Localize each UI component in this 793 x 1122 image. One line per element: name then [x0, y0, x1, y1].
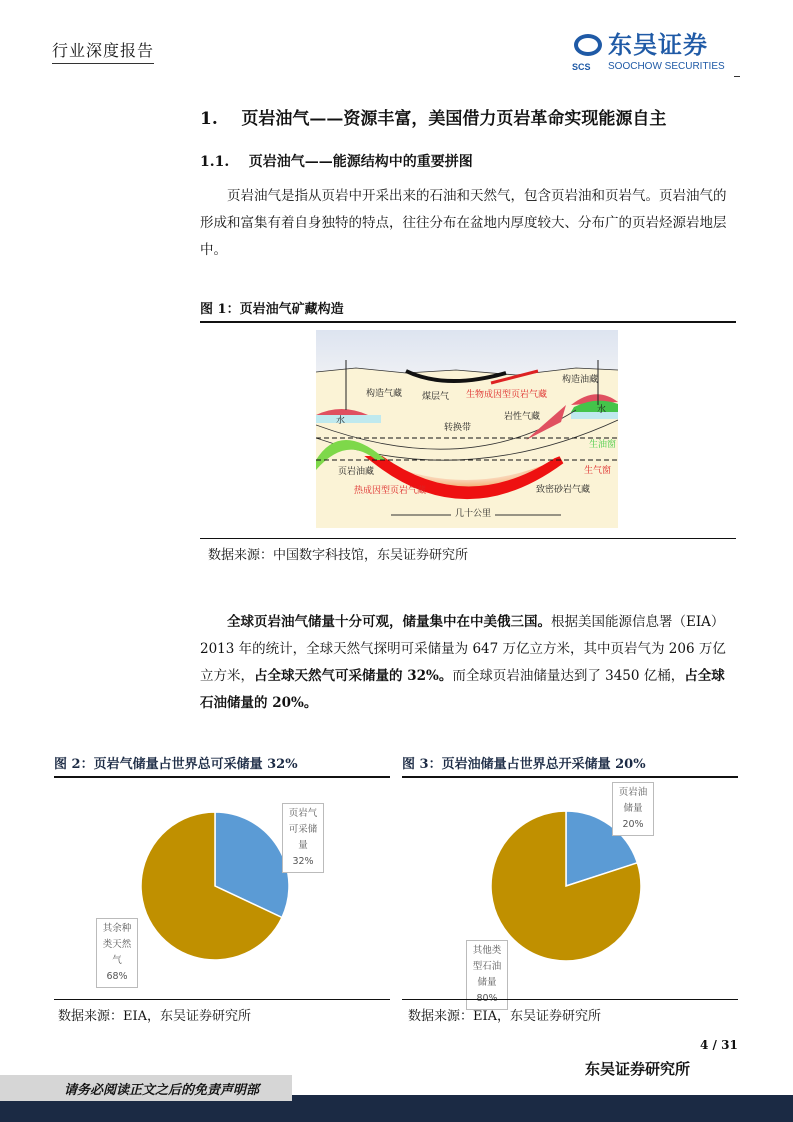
disclaimer-notice: 请务必阅读正文之后的免责声明部 [0, 1075, 292, 1101]
slice-value: 80% [476, 993, 498, 1004]
label-scale: 几十公里 [451, 509, 495, 520]
label-thermogenic-shale-gas: 热成因型页岩气藏 [354, 486, 427, 496]
slice-value: 20% [622, 819, 644, 830]
figure1-source: 数据来源：中国数字科技馆，东吴证券研究所 [208, 548, 469, 563]
subsection-title: 1.1. 页岩油气——能源结构中的重要拼图 [200, 154, 473, 170]
figure2-title: 图 2：页岩气储量占世界总可采储量 32% [54, 753, 390, 778]
label-water-left: 水 [336, 416, 346, 426]
label-structural-oil: 构造油藏 [562, 375, 599, 385]
pie1-label-other-gas [96, 918, 138, 988]
label-lithologic-gas: 岩性气藏 [504, 412, 541, 422]
label-coalbed-gas: 煤层气 [422, 392, 450, 402]
report-type-header: 行业深度报告 [52, 38, 154, 64]
footer-institute: 东吴证券研究所 [585, 1060, 691, 1078]
label-gas-window: 生气窗 [584, 466, 612, 476]
pie2-label-shale-oil [612, 782, 654, 836]
bold-text: 占全球石油储量的 20%。 [200, 668, 725, 711]
text: 根据美国能源信息署（EIA）2013 年的统计，全球天然气探明可采储量为 647 万亿立方米，其中页岩气为 206 万亿立方米， [200, 614, 726, 684]
pie1-label-shale-gas [282, 803, 324, 873]
logo-abbr: SCS [572, 62, 591, 72]
label-structural-gas: 构造气藏 [366, 389, 403, 399]
label-shale-oil: 页岩油藏 [338, 467, 375, 477]
figure3-source: 数据来源：EIA，东吴证券研究所 [408, 1009, 602, 1024]
slice-label: 页岩气可采储量 [288, 808, 318, 851]
label-tight-sand-gas: 致密砂岩气藏 [536, 485, 591, 495]
intro-paragraph: 页岩油气是指从页岩中开采出来的石油和天然气，包含页岩油和页岩气。页岩油气的形成和富集有着自身独特的特点，往往分布在盆地内厚度较大、分布广的页岩烃源岩地层中。 [200, 188, 727, 258]
label-biogenic-shale-gas: 生物成因型页岩气藏 [466, 390, 548, 400]
figure1-title: 图 1：页岩油气矿藏构造 [200, 298, 736, 323]
slice-value: 68% [106, 971, 128, 982]
page-number: 4 / 31 [700, 1038, 738, 1052]
slice-label: 其他类型石油储量 [472, 945, 502, 988]
bold-text: 占全球天然气可采储量的 32%。 [254, 668, 453, 684]
label-transition-zone: 转换带 [444, 423, 472, 433]
label-oil-window: 生油窗 [589, 440, 617, 450]
section-title: 1. 页岩油气——资源丰富，美国借力页岩革命实现能源自主 [200, 109, 667, 129]
figure3-title: 图 3：页岩油储量占世界总开采储量 20% [402, 753, 738, 778]
logo-cn: 东吴证券 [608, 31, 708, 59]
label-water-right: 水 [597, 405, 607, 415]
figure2-source: 数据来源：EIA，东吴证券研究所 [58, 1009, 252, 1024]
slice-value: 32% [292, 856, 314, 867]
text: 而全球页岩油储量达到了 3450 亿桶， [452, 668, 685, 684]
bold-text: 全球页岩油气储量十分可观，储量集中在中美俄三国。 [227, 614, 551, 630]
slice-label: 其余种类天然气 [102, 923, 132, 966]
slice-label: 页岩油储量 [618, 787, 648, 814]
logo-en: SOOCHOW SECURITIES [608, 61, 725, 72]
